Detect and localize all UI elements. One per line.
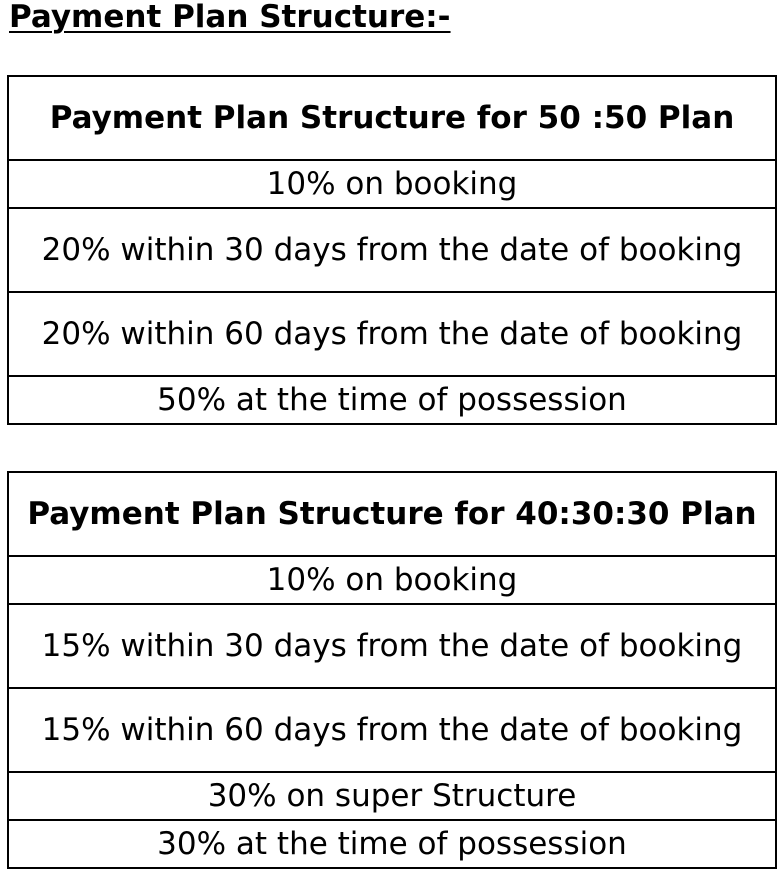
table-cell: 15% within 30 days from the date of booking <box>8 604 776 688</box>
table-header: Payment Plan Structure for 40:30:30 Plan <box>8 472 776 556</box>
table-cell: 10% on booking <box>8 160 776 208</box>
payment-plan-table-40-30-30 <box>7 471 777 869</box>
table-cell: 20% within 60 days from the date of booking <box>8 292 776 376</box>
table-header-row <box>8 76 776 160</box>
table-cell: 15% within 60 days from the date of booking <box>8 688 776 772</box>
table-row <box>8 772 776 820</box>
payment-plan-table-50-50 <box>7 75 777 425</box>
table-row <box>8 208 776 292</box>
table-cell: 50% at the time of possession <box>8 376 776 424</box>
page-title: Payment Plan Structure:- <box>9 0 451 35</box>
table-row <box>8 604 776 688</box>
table-cell: 20% within 30 days from the date of booking <box>8 208 776 292</box>
table-cell: 10% on booking <box>8 556 776 604</box>
table-row <box>8 292 776 376</box>
table-row <box>8 160 776 208</box>
table-row <box>8 688 776 772</box>
table-row <box>8 820 776 868</box>
table-cell: 30% on super Structure <box>8 772 776 820</box>
table-row <box>8 556 776 604</box>
table-cell: 30% at the time of possession <box>8 820 776 868</box>
table-row <box>8 376 776 424</box>
table-header-row <box>8 472 776 556</box>
table-header: Payment Plan Structure for 50 :50 Plan <box>8 76 776 160</box>
